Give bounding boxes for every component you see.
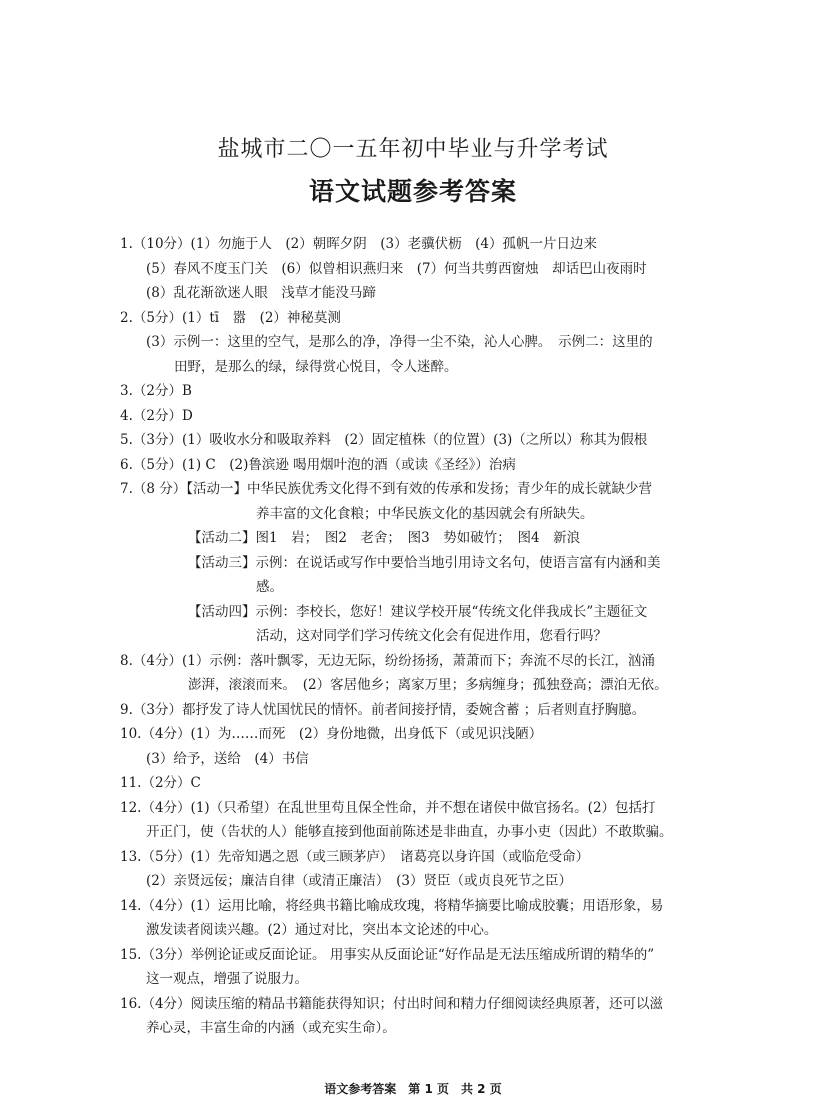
answer-list xyxy=(120,232,710,1041)
answer-line: 1.（10分）(1）勿施于人 (2）朝晖夕阴 (3）老骥伏枥 (4）孤帆一片日边来 xyxy=(120,236,597,252)
answer-line: 【活动三】示例：在说话或写作中要恰当地引用诗文名句，使语言富有内涵和美 xyxy=(188,554,661,571)
answer-line: 5.（3分）(1）吸收水分和吸取养料 (2）固定植株（的位置）(3)（之所以）称其为假根 xyxy=(120,432,648,448)
answer-line: (5）春风不度玉门关 (6）似曾相识燕归来 (7）何当共剪西窗烛 却话巴山夜雨时 xyxy=(146,260,647,277)
answer-line: (3）示例一：这里的空气，是那么的净，净得一尘不染，沁人心脾。 示例二：这里的 xyxy=(146,334,653,350)
answer-item xyxy=(120,649,710,698)
answer-line: 3.（2分）B xyxy=(120,383,192,399)
answer-line: 澎湃，滚滚而来。 (2）客居他乡；离家万里；多病缠身；孤独登高；漂泊无依。 xyxy=(188,677,668,693)
answer-line: 养丰富的文化食粮；中华民族文化的基因就会有所缺失。 xyxy=(256,505,594,522)
answer-line: 田野，是那么的绿，绿得赏心悦目，令人迷醉。 xyxy=(174,358,458,375)
answer-item xyxy=(120,796,710,845)
answer-item xyxy=(120,698,710,723)
answer-item xyxy=(120,845,710,894)
answer-line: 激发读者阅读兴趣。(2）通过对比，突出本文论述的中心。 xyxy=(146,922,498,938)
answer-line: 16.（4分）阅读压缩的精品书籍能获得知识；付出时间和精力仔细阅读经典原著，还可以滋 xyxy=(120,995,664,1012)
answer-line: 8.（4分）(1）示例：落叶飘零，无边无际，纷纷扬扬，萧萧而下；奔流不尽的长江，汹涌 xyxy=(120,652,655,669)
answer-line: 4.（2分）D xyxy=(120,407,193,424)
answer-line: 感。 xyxy=(256,579,283,595)
answer-item xyxy=(120,477,710,649)
answer-line: 活动，这对同学们学习传统文化会有促进作用，您看行吗？ xyxy=(256,628,607,644)
answer-line: 9.（3分）都抒发了诗人忧国忧民的情怀。前者间接抒情，委婉含蓄 ；后者则直抒胸臆。 xyxy=(120,701,646,718)
answer-line: 7.（8 分）【活动一】中华民族优秀文化得不到有效的传承和发扬；青少年的成长就缺少营 xyxy=(120,481,653,497)
answer-item xyxy=(120,379,710,404)
answer-line: 10.（4分）(1）为……而死 (2）身份地微，出身低下（或见识浅陋） xyxy=(120,726,543,742)
answer-item xyxy=(120,722,710,771)
answer-line: 6.（5分）(1) C (2)鲁滨逊 喝用烟叶泡的酒（或读《圣经》）治病 xyxy=(120,456,516,473)
answer-item xyxy=(120,943,710,992)
answer-line: (2）亲贤远佞；廉洁自律（或清正廉洁） (3）贤臣（或贞良死节之臣） xyxy=(146,873,572,889)
answer-item xyxy=(120,771,710,796)
answer-line: 【活动二】图1 岩； 图2 老舍； 图3 势如破竹； 图4 新浪 xyxy=(188,530,581,546)
answer-item xyxy=(120,404,710,429)
answer-line: 12.（4分）(1)（只希望）在乱世里苟且保全性命，并不想在诸侯中做官扬名。(2）包括打 xyxy=(120,799,656,816)
answer-item xyxy=(120,894,710,943)
page-title: 语文试题参考答案 xyxy=(308,177,517,206)
answer-line: 养心灵，丰富生命的内涵（或充实生命）。 xyxy=(146,1020,396,1036)
answer-item xyxy=(120,992,710,1041)
answer-line: 开正门，使（告状的人）能够直接到他面前陈述是非曲直，办事小吏（因此）不敢欺骗。 xyxy=(146,824,673,840)
answer-line: 【活动四】示例：李校长，您好！建议学校开展“传统文化伴我成长”主题征文 xyxy=(188,603,648,620)
answer-item xyxy=(120,232,710,306)
answer-line: 14.（4分）(1）运用比喻，将经典书籍比喻成玫瑰，将精华摘要比喻成胶囊；用语形象，易 xyxy=(120,897,664,914)
answer-line: 11.（2分）C xyxy=(120,775,201,791)
answer-item xyxy=(120,453,710,478)
answer-line: 2.（5分）(1）tī 嚣 (2）神秘莫测 xyxy=(120,309,341,326)
exam-title: 盐城市二〇一五年初中毕业与升学考试 xyxy=(217,137,609,162)
answer-line: 这一观点，增强了说服力。 xyxy=(146,971,308,987)
answer-item xyxy=(120,306,710,380)
page-footer: 语文参考答案 第 1 页 共 2 页 xyxy=(324,1082,502,1096)
answer-line: 13.（5分）(1）先帝知遇之恩（或三顾茅庐） 诸葛亮以身许国（或临危受命） xyxy=(120,848,590,865)
answer-line: (8）乱花渐欲迷人眼 浅草才能没马蹄 xyxy=(146,285,376,301)
answer-line: 15.（3分）举例论证或反面论证。 用事实从反面论证“好作品是无法压缩成所谓的精华的” xyxy=(120,946,655,963)
answer-line: (3）给予，送给 (4）书信 xyxy=(146,750,309,767)
answer-item xyxy=(120,428,710,453)
